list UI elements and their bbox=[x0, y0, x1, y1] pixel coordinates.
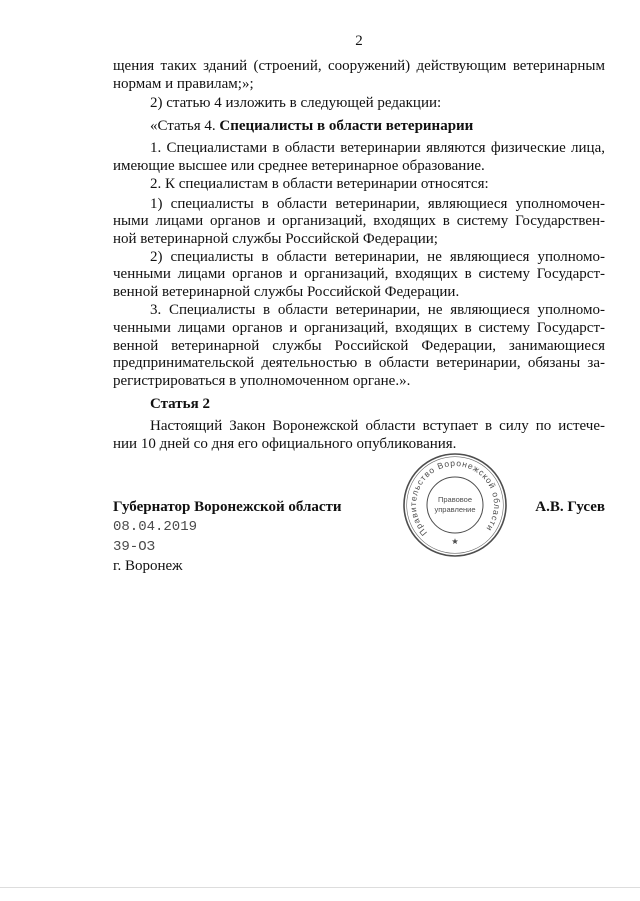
text-line: нормам и правилам;»; bbox=[113, 76, 254, 92]
text-line: имеющие высшее или среднее ветеринарное образование. bbox=[113, 158, 485, 174]
article-4-heading bbox=[150, 117, 605, 135]
text-line: ными лицами органов и организаций, входящих в систему Государствен- bbox=[113, 213, 605, 229]
text-line: 2. К специалистам в области ветеринарии относятся: bbox=[150, 176, 489, 192]
text-line: нии 10 дней со дня его официального опубликования. bbox=[113, 436, 457, 452]
law-number: 39-ОЗ bbox=[113, 539, 156, 555]
text-line: ченными лицами органов и организаций, входящих в систему Государст- bbox=[113, 320, 605, 336]
text-line: щения таких зданий (строений, сооружений) действующим ветеринарным bbox=[113, 58, 605, 74]
text-line: 1) специалисты в области ветеринарии, являющиеся уполномочен- bbox=[150, 196, 605, 212]
text-line: венной ветеринарной службы Российской Федерации. bbox=[113, 284, 460, 300]
signing-date: 08.04.2019 bbox=[113, 519, 198, 535]
text-line: регистрироваться в уполномоченном органе.». bbox=[113, 373, 411, 389]
stamp-inner-text-1: Правовое bbox=[437, 495, 473, 504]
text-line: 2) статью 4 изложить в следующей редакции: bbox=[150, 95, 442, 111]
text-line: ной ветеринарной службы Российской Федерации; bbox=[113, 231, 438, 247]
page-number: 2 bbox=[355, 33, 363, 49]
star-icon bbox=[452, 538, 458, 544]
text-line: предпринимательской деятельностью в области ветеринарии, обязаны за- bbox=[113, 355, 605, 371]
signatory-position: Губернатор Воронежской области bbox=[113, 499, 342, 515]
text-line: 2) специалисты в области ветеринарии, не являющиеся уполномо- bbox=[150, 249, 605, 265]
text-line: Настоящий Закон Воронежской области вступает в силу по истече- bbox=[150, 418, 605, 434]
signing-city: г. Воронеж bbox=[113, 558, 183, 574]
scan-edge-line bbox=[0, 887, 640, 888]
text-line: 3. Специалисты в области ветеринарии, не являющиеся уполномо- bbox=[150, 302, 605, 318]
article-4-label: «Статья 4. bbox=[150, 118, 216, 134]
signatory-name: А.В. Гусев bbox=[535, 499, 605, 515]
article-2-heading: Статья 2 bbox=[150, 396, 210, 412]
stamp-ring-text: Правительство Воронежской области bbox=[407, 457, 503, 538]
text-line: венной ветеринарной службы Российской Федерации, занимающиеся bbox=[113, 338, 605, 354]
official-stamp bbox=[400, 450, 510, 560]
text-line: ченными лицами органов и организаций, входящих в систему Государст- bbox=[113, 266, 605, 282]
stamp-inner-text-2: управление bbox=[434, 505, 476, 514]
article-4-title: Специалисты в области ветеринарии bbox=[219, 118, 474, 134]
text-line: 1. Специалистами в области ветеринарии являются физические лица, bbox=[150, 140, 605, 156]
